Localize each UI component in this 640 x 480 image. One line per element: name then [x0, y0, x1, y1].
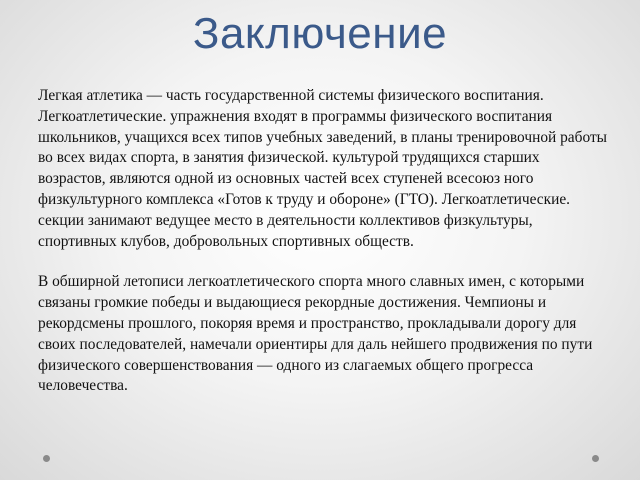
body-paragraph-1: Легкая атлетика — часть государственной системы физического воспитания. Легкоатлетические. упражнения входят в программы физического воспитания школьников, учащихся всех типов учебных заведений, в планы тренировочной работы во всех видах спорта, в занятия физической. культурой трудящихся старших возрастов, являются одной из основных частей всех ступеней всесоюз ного физкультурного комплекса «Готов к труду и обороне» (ГТО). Легкоатлетические. секции занимают ведущее место в деятельности коллективов физкультуры, спортивных клубов, добровольных спортивных обществ.	[38, 87, 608, 250]
decorative-dot-left	[43, 455, 50, 462]
decorative-dot-right	[592, 455, 599, 462]
slide-body	[38, 86, 610, 397]
body-paragraph-2: В обширной летописи легкоатлетического спорта много славных имен, с которыми связаны громкие победы и выдающиеся рекордные достижения. Чемпионы и рекордсмены прошлого, покоряя время и пространство, прокладывали дорогу для своих последователей, намечали ориентиры для даль нейшего продвижения по пути физического совершенствования — одного из слагаемых общего прогресса человечества.	[38, 273, 593, 395]
slide-title: Заключение	[192, 9, 448, 58]
